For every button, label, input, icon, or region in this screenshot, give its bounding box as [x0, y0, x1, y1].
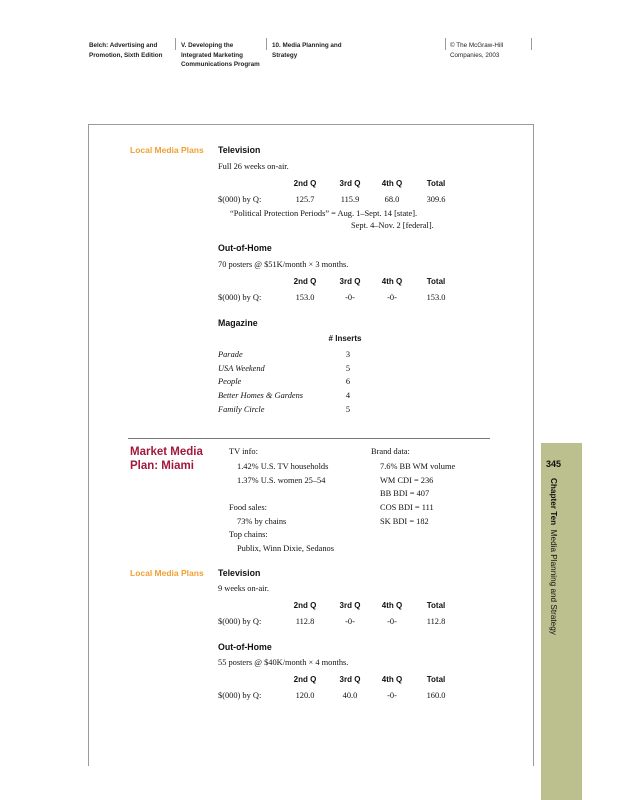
- col-3rd-q: 3rd Q: [339, 179, 361, 188]
- col-4th-q: 4th Q: [381, 277, 403, 286]
- tv-description: Full 26 weeks on-air.: [218, 162, 289, 171]
- value-total: 309.6: [426, 195, 446, 204]
- brand-item: COS BDI = 111: [380, 503, 434, 512]
- value-2nd-q: 125.7: [295, 195, 315, 204]
- value-4th-q: -0-: [387, 293, 397, 302]
- magazine-name: Parade: [218, 350, 243, 359]
- col-2nd-q: 2nd Q: [293, 601, 317, 610]
- tv-heading: Television: [218, 145, 261, 155]
- header-divider: [531, 38, 532, 50]
- ooh-heading: Out-of-Home: [218, 642, 272, 652]
- ooh-description: 55 posters @ $40K/month × 4 months.: [218, 658, 349, 667]
- value-4th-q: 68.0: [384, 195, 400, 204]
- magazine-inserts: 3: [345, 350, 351, 359]
- magazine-inserts: 5: [345, 405, 351, 414]
- ooh-description: 70 posters @ $51K/month × 3 months.: [218, 260, 349, 269]
- row-label: $(000) by Q:: [218, 691, 262, 700]
- magazine-inserts: 5: [345, 364, 351, 373]
- header-divider: [266, 38, 267, 50]
- col-3rd-q: 3rd Q: [339, 277, 361, 286]
- col-2nd-q: 2nd Q: [293, 179, 317, 188]
- header-divider: [175, 38, 176, 50]
- col-4th-q: 4th Q: [381, 179, 403, 188]
- header-divider: [445, 38, 446, 50]
- chapter-running-title: [549, 478, 558, 635]
- tv-heading: Television: [218, 568, 261, 578]
- col-total: Total: [426, 179, 446, 188]
- value-2nd-q: 120.0: [295, 691, 315, 700]
- chapter-label: Chapter Ten: [549, 478, 558, 526]
- tv-women: 1.37% U.S. women 25–54: [237, 476, 326, 485]
- content-frame: [88, 124, 534, 766]
- value-4th-q: -0-: [387, 617, 397, 626]
- col-total: Total: [426, 277, 446, 286]
- political-note-federal: Sept. 4–Nov. 2 [federal].: [351, 221, 434, 230]
- header-part: V. Developing the Integrated Marketing Communications Program: [181, 42, 260, 68]
- row-label: $(000) by Q:: [218, 617, 262, 626]
- market-plan-title-line1: Market Media: [130, 446, 203, 458]
- magazine-inserts: 6: [345, 377, 351, 386]
- magazine-inserts: 4: [345, 391, 351, 400]
- chapter-title: Media Planning and Strategy: [549, 529, 558, 635]
- col-inserts: # Inserts: [328, 334, 362, 343]
- brand-item: 7.6% BB WM volume: [380, 462, 456, 471]
- brand-item: SK BDI = 182: [380, 517, 429, 526]
- col-total: Total: [426, 675, 446, 684]
- col-total: Total: [426, 601, 446, 610]
- magazine-name: People: [218, 377, 242, 386]
- political-note: “Political Protection Periods” = Aug. 1–Sept. 14 [state].: [230, 209, 418, 218]
- brand-item: WM CDI = 236: [380, 476, 434, 485]
- header-chapter: 10. Media Planning and Strategy: [272, 42, 342, 59]
- value-4th-q: -0-: [387, 691, 397, 700]
- section-divider: [128, 438, 490, 439]
- row-label: $(000) by Q:: [218, 293, 262, 302]
- magazine-heading: Magazine: [218, 318, 258, 328]
- col-2nd-q: 2nd Q: [293, 277, 317, 286]
- chains-pct: 73% by chains: [237, 517, 287, 526]
- row-label: $(000) by Q:: [218, 195, 262, 204]
- magazine-name: USA Weekend: [218, 364, 265, 373]
- top-chains-label: Top chains:: [229, 530, 268, 539]
- tv-description: 9 weeks on-air.: [218, 584, 269, 593]
- page-number: 345: [546, 459, 562, 469]
- magazine-name: Better Homes & Gardens: [218, 391, 304, 400]
- value-3rd-q: 115.9: [340, 195, 360, 204]
- col-3rd-q: 3rd Q: [339, 675, 361, 684]
- brand-data-label: Brand data:: [371, 447, 410, 456]
- chains-list: Publix, Winn Dixie, Sedanos: [237, 544, 334, 553]
- header-copyright: © The McGraw-Hill Companies, 2003: [450, 42, 504, 59]
- value-3rd-q: 40.0: [342, 691, 358, 700]
- ooh-heading: Out-of-Home: [218, 243, 272, 253]
- brand-item: BB BDI = 407: [380, 489, 430, 498]
- col-3rd-q: 3rd Q: [339, 601, 361, 610]
- section-label-local-media-plans: Local Media Plans: [130, 568, 204, 578]
- magazine-name: Family Circle: [218, 405, 265, 414]
- value-3rd-q: -0-: [345, 293, 355, 302]
- food-sales-label: Food sales:: [229, 503, 267, 512]
- value-total: 160.0: [426, 691, 446, 700]
- value-total: 112.8: [426, 617, 446, 626]
- col-4th-q: 4th Q: [381, 601, 403, 610]
- section-label-local-media-plans: Local Media Plans: [130, 145, 204, 155]
- value-total: 153.0: [426, 293, 446, 302]
- col-4th-q: 4th Q: [381, 675, 403, 684]
- tv-info-label: TV info:: [229, 447, 258, 456]
- value-2nd-q: 153.0: [295, 293, 315, 302]
- value-2nd-q: 112.8: [295, 617, 315, 626]
- chapter-sidebar: [541, 443, 582, 800]
- value-3rd-q: -0-: [345, 617, 355, 626]
- tv-households: 1.42% U.S. TV households: [237, 462, 329, 471]
- market-plan-title-line2: Plan: Miami: [130, 460, 194, 472]
- col-2nd-q: 2nd Q: [293, 675, 317, 684]
- header-book: Belch: Advertising and Promotion, Sixth Edition: [89, 42, 163, 59]
